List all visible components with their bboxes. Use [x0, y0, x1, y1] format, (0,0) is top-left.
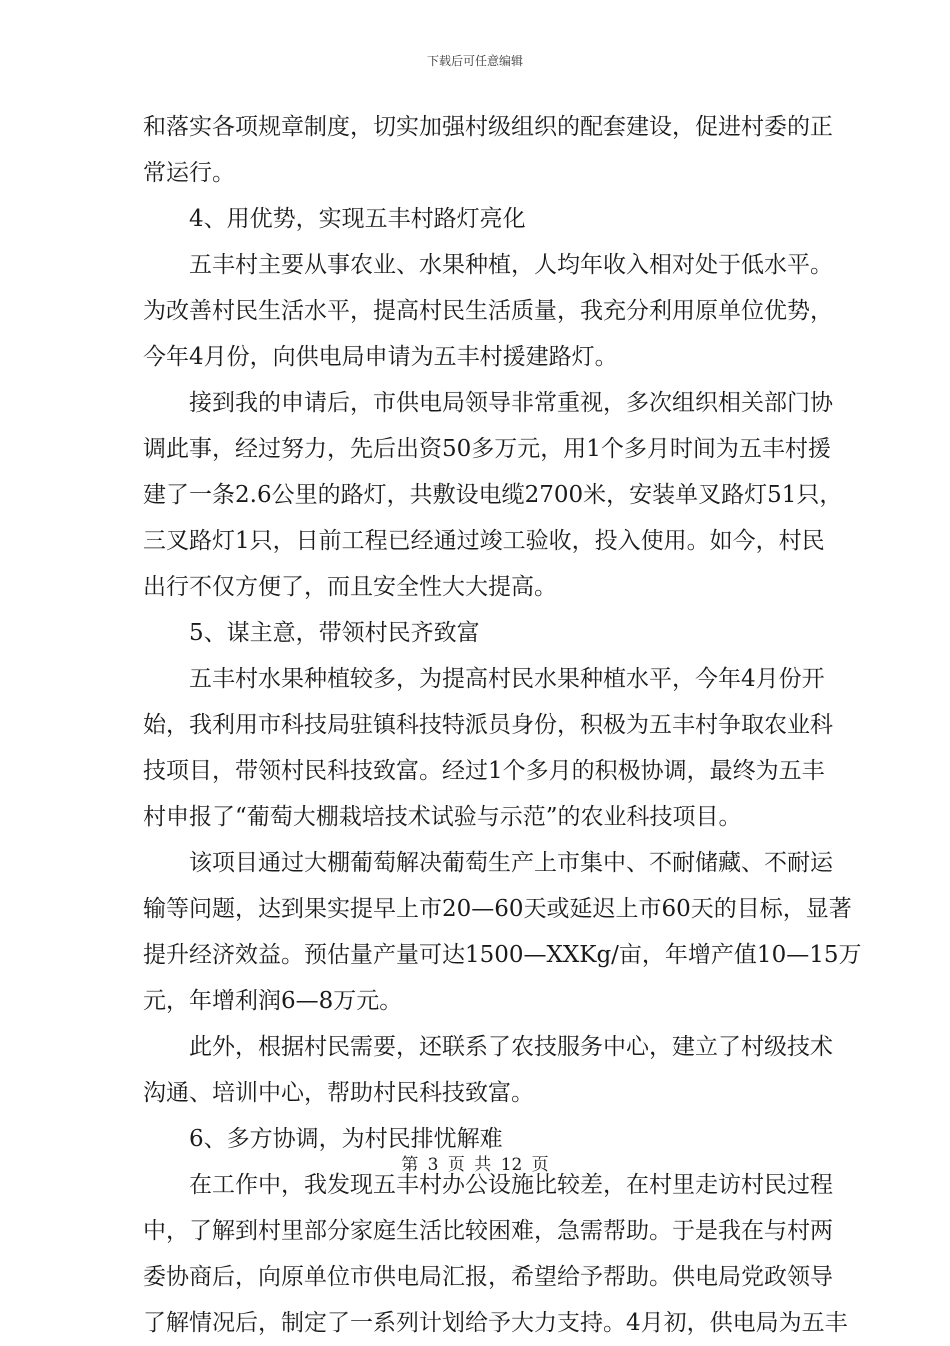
text-line: 五丰村主要从事农业、水果种植，人均年收入相对处于低水平。 — [189, 252, 833, 278]
text-line: 技项目，带领村民科技致富。经过1个多月的积极协调，最终为五丰 — [143, 758, 825, 784]
text-line: 建了一条2.6公里的路灯，共敷设电缆2700米，安装单叉路灯51只， — [143, 482, 843, 508]
section-heading: 6、多方协调，为村民排忧解难 — [189, 1126, 503, 1152]
text-line: 五丰村水果种植较多，为提高村民水果种植水平，今年4月份开 — [189, 666, 825, 692]
page-header: 下载后可任意编辑 — [426, 54, 523, 68]
text-line: 和落实各项规章制度，切实加强村级组织的配套建设，促进村委的正 — [143, 114, 833, 140]
text-line: 始，我利用市科技局驻镇科技特派员身份，积极为五丰村争取农业科 — [143, 712, 833, 738]
text-line: 三叉路灯1只，日前工程已经通过竣工验收，投入使用。如今，村民 — [143, 528, 825, 554]
text-line: 为改善村民生活水平，提高村民生活质量，我充分利用原单位优势， — [143, 298, 833, 324]
text-line: 元，年增利润6—8万元。 — [143, 988, 403, 1014]
page-number: 第 3 页 共 12 页 — [401, 1155, 549, 1175]
text-line: 接到我的申请后，市供电局领导非常重视，多次组织相关部门协 — [189, 390, 833, 416]
section-heading: 5、谋主意，带领村民齐致富 — [189, 620, 480, 646]
text-line: 调此事，经过努力，先后出资50多万元，用1个多月时间为五丰村援 — [143, 436, 831, 462]
text-line: 沟通、培训中心，帮助村民科技致富。 — [143, 1080, 534, 1106]
text-line: 出行不仅方便了，而且安全性大大提高。 — [143, 574, 557, 600]
text-line: 村申报了“葡萄大棚栽培技术试验与示范”的农业科技项目。 — [143, 804, 742, 830]
text-line: 委协商后，向原单位市供电局汇报，希望给予帮助。供电局党政领导 — [143, 1264, 833, 1290]
text-line: 该项目通过大棚葡萄解决葡萄生产上市集中、不耐储藏、不耐运 — [189, 850, 833, 876]
text-line: 了解情况后，制定了一系列计划给予大力支持。4月初，供电局为五丰 — [143, 1310, 848, 1336]
text-line: 常运行。 — [143, 160, 235, 186]
text-line: 在工作中，我发现五丰村办公设施比较差，在村里走访村民过程 — [189, 1172, 833, 1198]
text-line: 中，了解到村里部分家庭生活比较困难，急需帮助。于是我在与村两 — [143, 1218, 833, 1244]
section-heading: 4、用优势，实现五丰村路灯亮化 — [189, 206, 526, 232]
text-line: 输等问题，达到果实提早上市20—60天或延迟上市60天的目标，显著 — [143, 896, 852, 922]
text-line: 此外，根据村民需要，还联系了农技服务中心，建立了村级技术 — [189, 1034, 833, 1060]
text-line: 今年4月份，向供电局申请为五丰村援建路灯。 — [143, 344, 618, 370]
text-line: 提升经济效益。预估量产量可达1500—XXKg/亩，年增产值10—15万 — [143, 942, 862, 968]
